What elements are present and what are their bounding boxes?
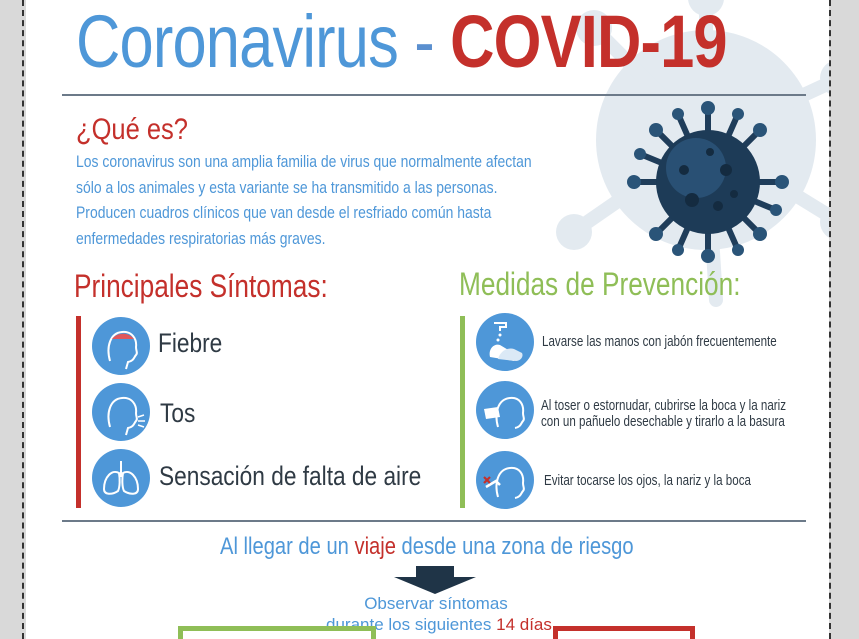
prevention-label xyxy=(541,398,786,430)
travel-text-after: desde una zona de riesgo xyxy=(395,533,634,560)
with-symptoms-box xyxy=(553,626,695,639)
cut-line-left xyxy=(22,0,24,639)
section-divider xyxy=(62,520,806,522)
symptom-label: Fiebre xyxy=(158,328,223,358)
no-symptoms-box xyxy=(178,626,376,639)
lungs-icon xyxy=(92,449,150,507)
fever-head-icon xyxy=(92,317,150,375)
no-touch-face-icon xyxy=(476,451,534,509)
prevention-accent-bar xyxy=(460,316,465,508)
que-es-description xyxy=(76,149,584,251)
tissue-sneeze-icon xyxy=(476,381,534,439)
title-coronavirus: Coronavirus xyxy=(76,0,399,83)
symptoms-accent-bar xyxy=(76,316,81,508)
prevention-label xyxy=(544,473,751,489)
infographic-sheet xyxy=(26,0,829,639)
description-line: Los coronavirus son una amplia familia de virus que normalmente afectan xyxy=(76,152,532,171)
main-title xyxy=(76,0,727,90)
prevention-line: Evitar tocarse los ojos, la nariz y la boca xyxy=(544,473,751,489)
title-separator: - xyxy=(398,0,451,83)
que-es-heading: ¿Qué es? xyxy=(76,113,188,146)
coronavirus-icon xyxy=(626,100,791,265)
observe-days-highlight: 14 días xyxy=(496,615,552,634)
down-arrow-icon xyxy=(394,566,476,594)
description-line: Producen cuadros clínicos que van desde el resfriado común hasta xyxy=(76,203,492,222)
header-divider xyxy=(62,94,806,96)
observe-line-1: Observar síntomas xyxy=(364,594,508,613)
travel-highlight: viaje xyxy=(354,533,396,560)
prevention-heading: Medidas de Prevención: xyxy=(459,266,741,302)
prevention-line: Al toser o estornudar, cubrirse la boca y la nariz xyxy=(541,398,787,414)
description-line: enfermedades respiratorias más graves. xyxy=(76,228,326,248)
symptom-label: Sensación de falta de aire xyxy=(159,461,422,491)
symptom-label: Tos xyxy=(160,398,196,428)
prevention-line: con un pañuelo desechable y tirarlo a la basura xyxy=(541,414,785,430)
cut-line-right xyxy=(829,0,831,639)
prevention-label xyxy=(542,334,777,350)
handwash-icon xyxy=(476,313,534,371)
travel-heading xyxy=(220,530,634,564)
prevention-line: Lavarse las manos con jabón frecuentemente xyxy=(542,334,777,350)
symptoms-heading: Principales Síntomas: xyxy=(74,268,328,304)
cough-head-icon xyxy=(92,383,150,441)
description-line: sólo a los animales y esta variante se ha transmitido a las personas. xyxy=(76,177,498,197)
observe-line-2-text: durante los siguientes xyxy=(326,615,497,634)
travel-text-before: Al llegar de un xyxy=(220,533,355,560)
title-covid: COVID-19 xyxy=(450,0,727,83)
